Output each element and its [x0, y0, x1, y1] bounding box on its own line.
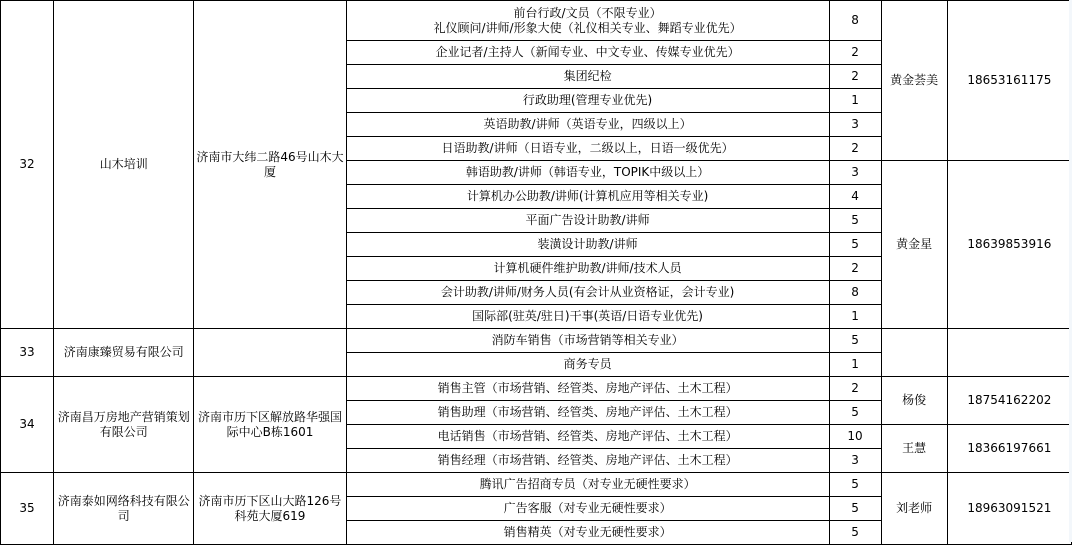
table-row [1, 473, 1072, 497]
headcount-cell: 1 [829, 353, 881, 377]
contact-phone: 18754162202 [947, 377, 1071, 425]
position-cell: 销售经理（市场营销、经管类、房地产评估、土木工程） [346, 449, 829, 473]
position-cell: 会计助教/讲师/财务人员(有会计从业资格证，会计专业) [346, 281, 829, 305]
position-cell: 计算机硬件维护助教/讲师/技术人员 [346, 257, 829, 281]
position-cell: 集团纪检 [346, 65, 829, 89]
company-name: 山木培训 [54, 1, 194, 329]
headcount-cell: 2 [829, 137, 881, 161]
headcount-cell: 5 [829, 521, 881, 545]
headcount-cell: 5 [829, 233, 881, 257]
position-cell: 英语助教/讲师（英语专业，四级以上） [346, 113, 829, 137]
company-name: 济南泰如网络科技有限公司 [54, 473, 194, 545]
headcount-cell: 3 [829, 113, 881, 137]
contact-phone: 18963091521 [947, 473, 1071, 545]
company-name: 济南康臻贸易有限公司 [54, 329, 194, 377]
headcount-cell: 5 [829, 401, 881, 425]
table-row [1, 377, 1072, 401]
headcount-cell: 1 [829, 305, 881, 329]
headcount-cell: 2 [829, 377, 881, 401]
headcount-cell: 2 [829, 257, 881, 281]
position-cell: 企业记者/主持人（新闻专业、中文专业、传媒专业优先） [346, 41, 829, 65]
position-cell: 韩语助教/讲师（韩语专业，TOPIK中级以上） [346, 161, 829, 185]
headcount-cell: 5 [829, 497, 881, 521]
position-cell: 平面广告设计助教/讲师 [346, 209, 829, 233]
position-cell: 行政助理(管理专业优先) [346, 89, 829, 113]
row-number: 32 [1, 1, 54, 329]
row-number: 34 [1, 377, 54, 473]
position-cell: 装潢设计助教/讲师 [346, 233, 829, 257]
contact-person: 王慧 [881, 425, 947, 473]
contact-person: 杨俊 [881, 377, 947, 425]
headcount-cell: 8 [829, 1, 881, 41]
contact-person: 刘老师 [881, 473, 947, 545]
company-address: 济南市历下区解放路华强国际中心B栋1601 [194, 377, 346, 473]
table-row [1, 1, 1072, 41]
position-cell: 国际部(驻英/驻日)干事(英语/日语专业优先) [346, 305, 829, 329]
headcount-cell: 8 [829, 281, 881, 305]
position-cell: 前台行政/文员（不限专业） 礼仪顾问/讲师/形象大使（礼仪相关专业、舞蹈专业优先） [346, 1, 829, 41]
position-cell: 商务专员 [346, 353, 829, 377]
headcount-cell: 5 [829, 329, 881, 353]
company-address: 济南市大纬二路46号山木大厦 [194, 1, 346, 329]
headcount-cell: 3 [829, 161, 881, 185]
headcount-cell: 10 [829, 425, 881, 449]
contact-phone: 18653161175 [947, 1, 1071, 161]
headcount-cell: 2 [829, 65, 881, 89]
headcount-cell: 3 [829, 449, 881, 473]
position-cell: 销售助理（市场营销、经管类、房地产评估、土木工程） [346, 401, 829, 425]
headcount-cell: 2 [829, 41, 881, 65]
company-name: 济南昌万房地产营销策划有限公司 [54, 377, 194, 473]
position-cell: 广告客服（对专业无硬性要求） [346, 497, 829, 521]
row-number: 33 [1, 329, 54, 377]
company-address: 济南市历下区山大路126号科苑大厦619 [194, 473, 346, 545]
table-row [1, 329, 1072, 353]
position-cell: 腾讯广告招商专员（对专业无硬性要求） [346, 473, 829, 497]
contact-phone: 18639853916 [947, 161, 1071, 329]
contact-phone: 18366197661 [947, 425, 1071, 473]
headcount-cell: 1 [829, 89, 881, 113]
position-cell: 消防车销售（市场营销等相关专业） [346, 329, 829, 353]
position-cell: 电话销售（市场营销、经管类、房地产评估、土木工程） [346, 425, 829, 449]
headcount-cell: 5 [829, 473, 881, 497]
contact-person: 黄金荟美 [881, 1, 947, 161]
position-cell: 销售主管（市场营销、经管类、房地产评估、土木工程） [346, 377, 829, 401]
row-number: 35 [1, 473, 54, 545]
headcount-cell: 5 [829, 209, 881, 233]
position-cell: 销售精英（对专业无硬性要求） [346, 521, 829, 545]
contact-phone [947, 329, 1071, 377]
company-address [194, 329, 346, 377]
contact-person: 黄金星 [881, 161, 947, 329]
position-cell: 日语助教/讲师（日语专业，二级以上，日语一级优先） [346, 137, 829, 161]
position-cell: 计算机办公助教/讲师(计算机应用等相关专业) [346, 185, 829, 209]
contact-person [881, 329, 947, 377]
headcount-cell: 4 [829, 185, 881, 209]
